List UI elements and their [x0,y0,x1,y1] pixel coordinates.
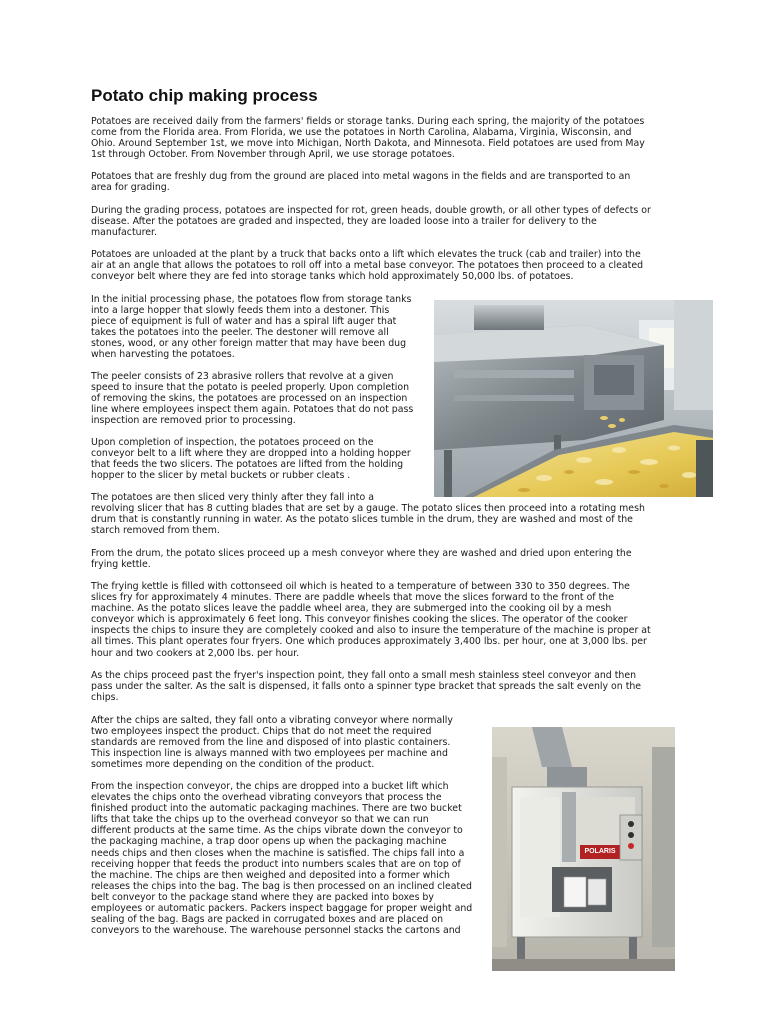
paragraph-slicing: The potatoes are then sliced very thinly after they fall into a revolving slicer that has 8 cutting blades that are set by a gauge. The potato slices then proceed into a rotating mesh drum that is constantly running in water. As the potato slices tumble in the drum, they are washed and most of the starch removed from them. [91,492,645,537]
polaris-brand-label: POLARIS [584,848,616,855]
paragraph-salting: As the chips proceed past the fryer's inspection point, they fall onto a small mesh stainless steel conveyor and then pass under the salter. As the salt is dispensed, it falls onto a spinner type bracket that spreads the salt evenly on the chips. [91,670,642,704]
paragraph-receiving: Potatoes are received daily from the farmers' fields or storage tanks. During each spring, the majority of the potatoes come from the Florida area. From Florida, we use the potatoes in North Carolina, Alabama, Virginia, Wisconsin, and Ohio. Around September 1st, we move into Michigan, North Dakota, and Minnesota. Field potatoes are used from May 1st through October. From November through April, we use storage potatoes. [91,116,645,161]
paragraph-unloading: Potatoes are unloaded at the plant by a truck that backs onto a lift which elevates the truck (cab and trailer) into the air at an angle that allows the potatoes to roll off into a metal base conveyor. The potatoes then proceed to a cleated conveyor belt where they are fed into storage tanks which hold approximately 50,000 lbs. of potatoes. [91,249,644,283]
paragraph-drum: From the drum, the potato slices proceed up a mesh conveyor where they are washed and dried upon entering the frying kettle. [91,548,632,571]
paragraph-grading: During the grading process, potatoes are inspected for rot, green heads, double growth, or all other types of defects or disease. After the potatoes are graded and inspected, they are loaded loose into a trailer for delivery to the manufacturer. [91,205,651,239]
paragraph-frying: The frying kettle is filled with cottonseed oil which is heated to a temperature of between 330 to 350 degrees. The slices fry for approximately 4 minutes. There are paddle wheels that move the slices forward to the front of the machine. As the potato slices leave the paddle wheel area, they are submerged into the cooking oil by a mesh conveyor which is approximately 6 feet long. This conveyor finishes cooking the slices. The operator of the cooker inspects the chips to insure they are completely cooked and also to insure the temperature of the machine is proper at all times. This plant operates four fryers. One which produces approximately 3,400 lbs. per hour, one at 3,000 lbs. per hour and two cookers at 2,000 lbs. per hour. [91,581,651,659]
paragraph-packaging: From the inspection conveyor, the chips are dropped into a bucket lift which elevates the chips onto the overhead vibrating conveyors that process the finished product into the automatic packaging machines. There are two bucket lifts that take the chips up to the overhead conveyor so that we can run different products at the same time. As the chips vibrate down the conveyor to the packaging machine, a trap door opens up when the packaging machine needs chips and then closes when the machine is satisfied. The chips fall into a receiving hopper that feeds the product into numbers scales that are on top of the machine. The chips are then weighed and deposited into a former which releases the chips into the bag. The bag is then processed on an inclined cleated belt conveyor to the package stand where they are packed into boxes by employees or automatic packers. Packers inspect baggage for proper weight and sealing of the bag. Bags are packed in corrugated boxes and are placed on conveyors to the warehouse. The warehouse personnel stacks the cartons and [91,781,473,937]
paragraph-chip-inspection: After the chips are salted, they fall onto a vibrating conveyor where normally two employees inspect the product. Chips that do not meet the required standards are removed from the line and disposed of into plastic containers. This inspection line is always manned with two employees per machine and sometimes more depending on the condition of the product. [91,715,453,771]
paragraph-peeler: The peeler consists of 23 abrasive rollers that revolve at a given speed to insure that the potato is peeled properly. Upon completion of removing the skins, the potatoes are processed on an inspection line where employees inspect them again. Potatoes that do not pass inspection are removed prior to processing. [91,371,414,427]
page-title: Potato chip making process [91,86,318,105]
paragraph-inspection: Upon completion of inspection, the potatoes proceed on the conveyor belt to a lift where they are dropped into a holding hopper that feeds the two slicers. The potatoes are lifted from the holding hopper to the slicer by metal buckets or rubber cleats . [91,437,411,482]
paragraph-harvest: Potatoes that are freshly dug from the ground are placed into metal wagons in the fields and are transported to an area for grading. [91,171,631,194]
packaging-machine-photo [492,727,675,971]
peeler-conveyor-photo [434,300,713,497]
paragraph-initial-processing: In the initial processing phase, the potatoes flow from storage tanks into a large hopper that slowly feeds them into a destoner. This piece of equipment is full of water and has a spiral lift auger that takes the potatoes into the peeler. The destoner will remove all stones, wood, or any other foreign matter that may have been dug when harvesting the potatoes. [91,294,412,361]
